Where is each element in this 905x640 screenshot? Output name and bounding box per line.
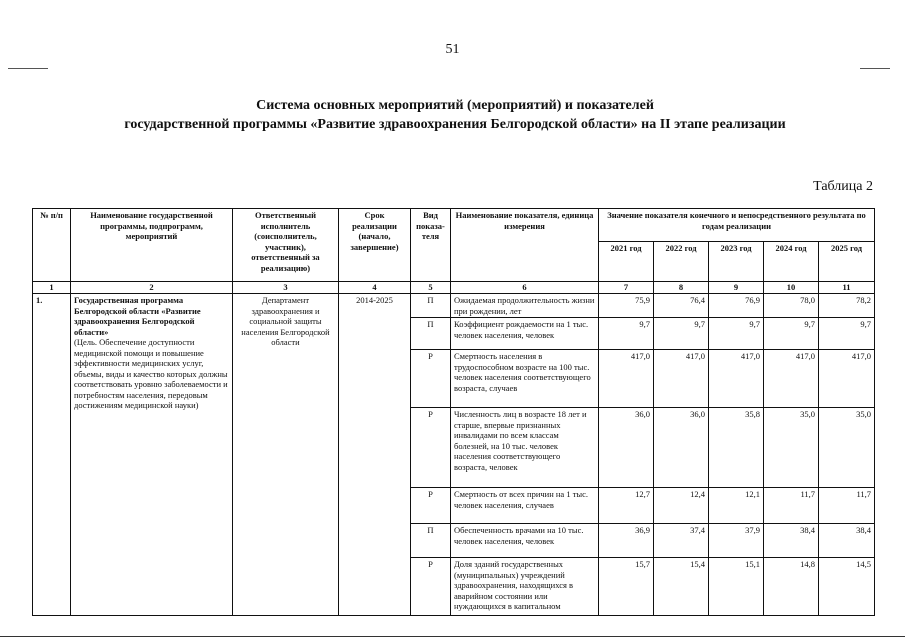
title-line-2: государственной программы «Развитие здравоохранения Белгородской области» на II этапе реализации xyxy=(124,117,786,132)
column-number: 4 xyxy=(339,282,411,294)
program-num: 1. xyxy=(33,294,71,616)
header-executor: Ответственный исполнитель (соисполнитель, участник), ответственный за реализацию) xyxy=(233,209,339,282)
header-year: 2021 год xyxy=(599,242,654,282)
indicator-type: Р xyxy=(411,408,451,488)
header-indicator-name: Наименование показателя, единица измерения xyxy=(451,209,599,282)
indicator-value: 35,0 xyxy=(764,408,819,488)
header-indicator-type: Вид показа-теля xyxy=(411,209,451,282)
indicator-value: 38,4 xyxy=(819,524,875,558)
column-number: 5 xyxy=(411,282,451,294)
indicator-value: 417,0 xyxy=(599,350,654,408)
indicator-value: 417,0 xyxy=(654,350,709,408)
indicator-value: 417,0 xyxy=(764,350,819,408)
column-number: 3 xyxy=(233,282,339,294)
indicator-value: 36,0 xyxy=(599,408,654,488)
column-number: 10 xyxy=(764,282,819,294)
indicator-name: Смертность населения в трудоспособном возрасте на 100 тыс. человек населения соответствующего возраста, случаев xyxy=(451,350,599,408)
indicator-value: 76,4 xyxy=(654,294,709,318)
indicator-value: 78,2 xyxy=(819,294,875,318)
indicator-name: Ожидаемая продолжительность жизни при рождении, лет xyxy=(451,294,599,318)
indicator-type: Р xyxy=(411,558,451,616)
header-name: Наименование государственной программы, подпрограмм, мероприятий xyxy=(71,209,233,282)
column-number: 8 xyxy=(654,282,709,294)
column-number: 11 xyxy=(819,282,875,294)
indicator-value: 15,7 xyxy=(599,558,654,616)
indicator-name: Доля зданий государственных (муниципальных) учреждений здравоохранения, находящихся в аварийном состоянии или нуждающихся в капитальном xyxy=(451,558,599,616)
title-line-1: Система основных мероприятий (мероприятий) и показателей xyxy=(256,98,654,113)
header-year: 2025 год xyxy=(819,242,875,282)
column-number: 9 xyxy=(709,282,764,294)
indicator-value: 12,4 xyxy=(654,488,709,524)
scan-mark xyxy=(0,636,905,637)
table-label: Таблица 2 xyxy=(813,179,873,194)
program-executor: Департамент здравоохранения и социальной защиты населения Белгородской области xyxy=(233,294,339,616)
indicator-value: 37,4 xyxy=(654,524,709,558)
indicator-value: 9,7 xyxy=(599,318,654,350)
indicator-type: П xyxy=(411,318,451,350)
indicator-value: 35,8 xyxy=(709,408,764,488)
indicator-type: П xyxy=(411,524,451,558)
indicator-value: 36,9 xyxy=(599,524,654,558)
indicator-value: 9,7 xyxy=(709,318,764,350)
indicator-value: 75,9 xyxy=(599,294,654,318)
indicator-value: 38,4 xyxy=(764,524,819,558)
indicator-value: 11,7 xyxy=(764,488,819,524)
indicator-value: 76,9 xyxy=(709,294,764,318)
column-number-row xyxy=(33,282,875,294)
indicator-type: П xyxy=(411,294,451,318)
indicator-value: 11,7 xyxy=(819,488,875,524)
indicator-type: Р xyxy=(411,350,451,408)
indicator-value: 417,0 xyxy=(819,350,875,408)
indicator-value: 15,4 xyxy=(654,558,709,616)
column-number: 6 xyxy=(451,282,599,294)
indicator-value: 36,0 xyxy=(654,408,709,488)
program-goal: (Цель. Обеспечение доступности медицинской помощи и повышение эффективности медицинских услуг, объемы, виды и качество которых должны соответствовать уровню заболеваемости и потребностям населения, передовым достижениям медицинской науки) xyxy=(74,337,228,410)
indicator-name: Коэффициент рождаемости на 1 тыс. человек населения, человек xyxy=(451,318,599,350)
header-year: 2023 год xyxy=(709,242,764,282)
column-number: 2 xyxy=(71,282,233,294)
indicator-value: 9,7 xyxy=(764,318,819,350)
program-period: 2014-2025 xyxy=(339,294,411,616)
column-number: 1 xyxy=(33,282,71,294)
indicator-value: 35,0 xyxy=(819,408,875,488)
indicator-value: 37,9 xyxy=(709,524,764,558)
indicator-value: 9,7 xyxy=(654,318,709,350)
table-row xyxy=(33,294,875,318)
indicator-value: 12,1 xyxy=(709,488,764,524)
scan-mark xyxy=(860,68,890,69)
header-period: Срок реализации (начало, завершение) xyxy=(339,209,411,282)
indicator-type: Р xyxy=(411,488,451,524)
indicator-name: Обеспеченность врачами на 10 тыс. человек населения, человек xyxy=(451,524,599,558)
program-name-cell xyxy=(71,294,233,616)
indicator-value: 9,7 xyxy=(819,318,875,350)
header-values-group: Значение показателя конечного и непосредственного результата по годам реализации xyxy=(599,209,875,242)
document-title xyxy=(40,96,870,134)
header-num: № п/п xyxy=(33,209,71,282)
indicator-value: 15,1 xyxy=(709,558,764,616)
scan-mark xyxy=(8,68,48,69)
column-number: 7 xyxy=(599,282,654,294)
indicator-value: 417,0 xyxy=(709,350,764,408)
header-year: 2024 год xyxy=(764,242,819,282)
program-name: Государственная программа Белгородской области «Развитие здравоохранения Белгородской области» xyxy=(74,295,201,337)
indicator-value: 14,5 xyxy=(819,558,875,616)
indicator-value: 78,0 xyxy=(764,294,819,318)
indicators-table xyxy=(32,208,875,616)
indicator-value: 14,8 xyxy=(764,558,819,616)
header-year: 2022 год xyxy=(654,242,709,282)
indicator-name: Смертность от всех причин на 1 тыс. человек населения, случаев xyxy=(451,488,599,524)
indicator-value: 12,7 xyxy=(599,488,654,524)
indicator-name: Численность лиц в возрасте 18 лет и старше, впервые признанных инвалидами по всем классам болезней, на 10 тыс. человек населения соответствующего возраста, человек xyxy=(451,408,599,488)
page-number: 51 xyxy=(445,42,460,57)
